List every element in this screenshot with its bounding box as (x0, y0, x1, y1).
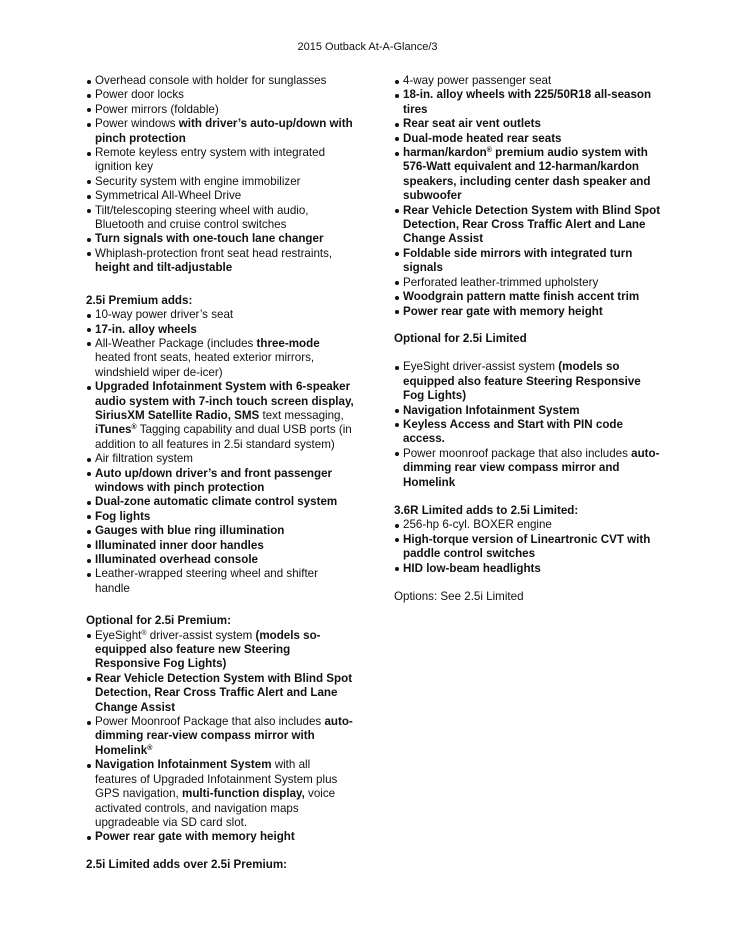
bold-text: Illuminated overhead console (95, 553, 258, 566)
options-note: Options: See 2.5i Limited (394, 590, 524, 603)
bold-text: Keyless Access and Start with PIN code access. (403, 417, 623, 446)
list-item (86, 495, 354, 509)
list-item (394, 418, 664, 447)
bold-text: Rear Vehicle Detection System with Blind Spot Detection, Rear Cross Traffic Alert and Lane Change Assist (403, 203, 661, 246)
bold-text: Fog lights (95, 509, 151, 523)
bold-text: Upgraded Infotainment System with 6-speaker audio system with 7-inch touch screen display, SiriusXM Satellite Radio, SMS (95, 380, 354, 422)
bold-text: iTunes® (95, 423, 137, 437)
list-item (86, 232, 354, 246)
bold-text: Turn signals with one-touch lane changer (95, 232, 324, 246)
optional-limited-heading: Optional for 2.5i Limited (394, 331, 527, 345)
list-item: EyeSight® driver-assist system (models so-equipped also feature new Steering Responsive Fog Lights) (86, 629, 354, 672)
bold-text: High-torque version of Lineartronic CVT with paddle control switches (403, 532, 651, 561)
bold-text: Foldable side mirrors with integrated turn signals (403, 246, 633, 275)
bold-text: Illuminated inner door handles (95, 538, 264, 552)
bold-text: Rear Vehicle Detection System with Blind Spot Detection, Rear Cross Traffic Alert and Lane Change Assist (95, 671, 353, 714)
page-header: 2015 Outback At-A-Glance/3 (297, 41, 438, 53)
limited-features-list (394, 74, 664, 319)
list-item: Air filtration system (86, 452, 354, 466)
r36-limited-heading: 3.6R Limited adds to 2.5i Limited: (394, 503, 579, 517)
optional-limited-list (394, 360, 664, 490)
premium-features-list (86, 308, 354, 596)
list-item: Perforated leather-trimmed upholstery (394, 276, 664, 290)
list-item: All-Weather Package (includes three-mode heated front seats, heated exterior mirrors, windshield wiper de-icer) (86, 337, 354, 380)
list-item: 10-way power driver’s seat (86, 308, 354, 322)
list-item (86, 553, 354, 567)
bold-text: with driver’s auto-up/down with pinch protection (95, 117, 353, 145)
bold-text: Dual-mode heated rear seats (403, 131, 562, 145)
bold-text: Navigation Infotainment System (95, 758, 272, 772)
list-item: Leather-wrapped steering wheel and shifter handle (86, 567, 354, 596)
premium-adds-heading: 2.5i Premium adds: (86, 293, 193, 307)
list-item (86, 510, 354, 524)
bold-text: height and tilt-adjustable (95, 261, 233, 275)
bold-text: three-mode (256, 336, 320, 350)
r36-limited-list (394, 518, 664, 576)
left-column (86, 74, 354, 872)
bold-text: Gauges with blue ring illumination (95, 524, 285, 538)
list-item: Power mirrors (foldable) (86, 103, 354, 117)
list-item (394, 204, 664, 247)
list-item: 4-way power passenger seat (394, 74, 664, 88)
bold-text: harman/kardon® premium audio system with 576-Watt equivalent and 12-harman/kardon speakers, including center dash speaker and subwoofer (403, 146, 651, 203)
list-item (86, 830, 354, 844)
list-item: Whiplash-protection front seat head restraints, height and tilt-adjustable (86, 247, 354, 276)
bold-text: auto-dimming rear-view compass mirror with Homelink® (95, 715, 353, 757)
list-item: Power moonroof package that also includes auto-dimming rear view compass mirror and Homelink (394, 447, 664, 490)
bold-text: Navigation Infotainment System (403, 403, 580, 417)
list-item (394, 305, 664, 319)
bold-text: Rear seat air vent outlets (403, 117, 541, 131)
list-item (394, 290, 664, 304)
list-item (394, 404, 664, 418)
list-item (394, 247, 664, 276)
bold-text: Dual-zone automatic climate control system (95, 495, 338, 509)
bold-text: (models so equipped also feature Steering Responsive Fog Lights) (403, 360, 641, 403)
bold-text: auto-dimming rear view compass mirror and Homelink (403, 446, 660, 489)
list-item (394, 562, 664, 576)
optional-premium-heading: Optional for 2.5i Premium: (86, 614, 231, 628)
list-item (394, 146, 664, 204)
bold-text: Woodgrain pattern matte finish accent trim (403, 290, 640, 304)
list-item: Symmetrical All-Wheel Drive (86, 189, 354, 203)
list-item (394, 88, 664, 117)
bold-text: HID low-beam headlights (403, 561, 541, 575)
limited-adds-heading: 2.5i Limited adds over 2.5i Premium: (86, 857, 288, 871)
list-item: Upgraded Infotainment System with 6-speaker audio system with 7-inch touch screen display, SiriusXM Satellite Radio, SMS text messaging, iTunes® Tagging capability and dual USB ports (in addition to all features in 2.5i standard system) (86, 380, 354, 452)
list-item: EyeSight driver-assist system (models so equipped also feature Steering Responsive Fog Lights) (394, 360, 664, 403)
bold-text: multi-function display, (182, 787, 305, 801)
list-item (86, 524, 354, 538)
standard-features-list (86, 74, 354, 276)
list-item (394, 117, 664, 131)
bold-text: (models so-equipped also feature new Steering Responsive Fog Lights) (95, 628, 321, 671)
bold-text: Power rear gate with memory height (95, 830, 295, 844)
bold-text: Power rear gate with memory height (403, 304, 603, 318)
list-item (86, 672, 354, 715)
list-item: Overhead console with holder for sunglasses (86, 74, 354, 88)
list-item (394, 132, 664, 146)
optional-premium-list (86, 629, 354, 845)
list-item (86, 467, 354, 496)
list-item: Security system with engine immobilizer (86, 175, 354, 189)
bold-text: Auto up/down driver’s and front passenger windows with pinch protection (95, 466, 333, 494)
list-item: Remote keyless entry system with integrated ignition key (86, 146, 354, 175)
right-column (394, 74, 664, 604)
list-item: Power door locks (86, 88, 354, 102)
list-item (394, 533, 664, 562)
list-item (86, 539, 354, 553)
list-item (86, 323, 354, 337)
list-item: Navigation Infotainment System with all features of Upgraded Infotainment System plus GPS navigation, multi-function display, voice activated controls, and navigation maps upgradeable via SD card slot. (86, 758, 354, 830)
list-item: Power windows with driver’s auto-up/down with pinch protection (86, 117, 354, 146)
bold-text: 17-in. alloy wheels (95, 322, 197, 336)
list-item: Tilt/telescoping steering wheel with audio, Bluetooth and cruise control switches (86, 204, 354, 233)
bold-text: 18-in. alloy wheels with 225/50R18 all-season tires (403, 88, 652, 116)
list-item: 256-hp 6-cyl. BOXER engine (394, 518, 664, 532)
list-item: Power Moonroof Package that also includes auto-dimming rear-view compass mirror with Homelink® (86, 715, 354, 758)
